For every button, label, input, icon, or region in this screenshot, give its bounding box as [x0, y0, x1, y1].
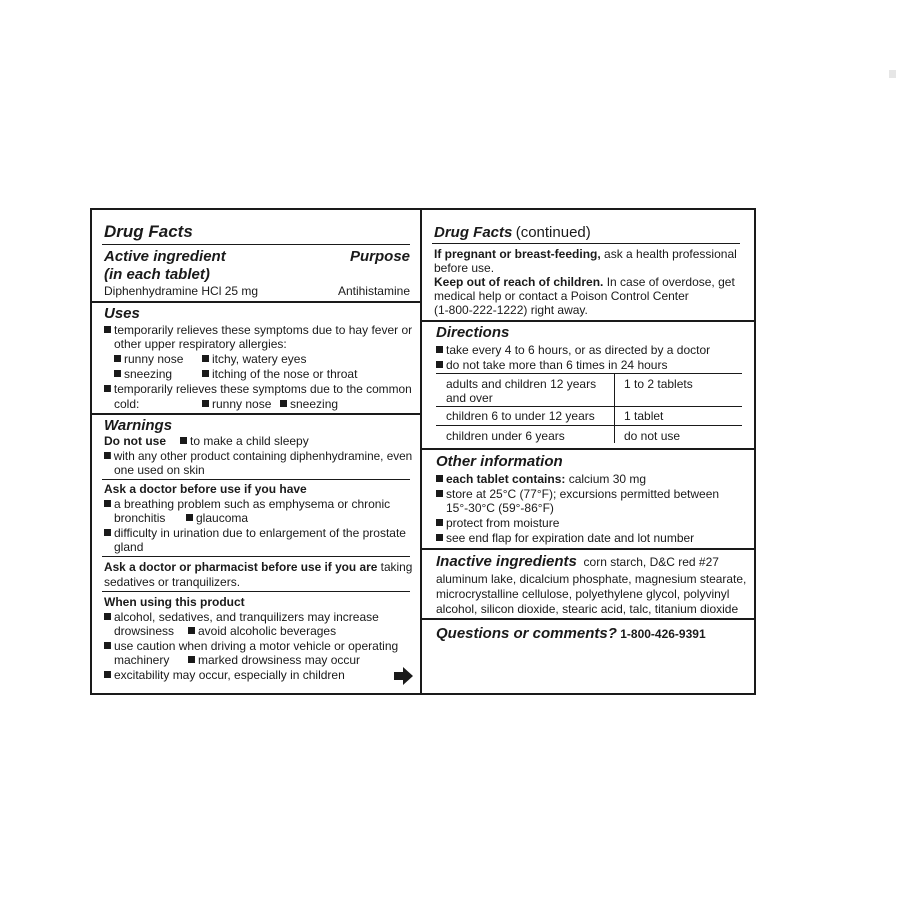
bullet-icon — [436, 361, 443, 368]
other-info-item: each tablet contains: calcium 30 mg — [436, 472, 646, 486]
warning-item: difficulty in urination due to enlargement of the prostate — [104, 526, 406, 540]
dosage-who: children 6 to under 12 years — [446, 409, 595, 423]
direction-item: do not take more than 6 times in 24 hours — [436, 358, 667, 372]
inactive-ingredients-line: aluminum lake, dicalcium phosphate, magnesium stearate, — [436, 572, 747, 586]
inactive-ingredients-line: microcrystalline cellulose, polyethylene glycol, polyvinyl — [436, 587, 730, 601]
warning-item: glaucoma — [186, 511, 248, 525]
warning-rule — [102, 556, 410, 557]
keep-out-warning: Keep out of reach of children. In case of overdose, get — [434, 275, 735, 289]
questions-line: Questions or comments? 1-800-426-9391 — [436, 625, 706, 642]
dosage-who: children under 6 years — [446, 429, 565, 443]
warning-item: marked drowsiness may occur — [188, 653, 360, 667]
bullet-icon — [104, 326, 111, 333]
warning-item: to make a child sleepy — [180, 434, 309, 448]
bullet-icon — [436, 490, 443, 497]
pregnancy-warning: before use. — [434, 261, 495, 275]
uses-line: other upper respiratory allergies: — [114, 337, 287, 351]
bullet-icon — [188, 656, 195, 663]
bullet-icon — [104, 500, 111, 507]
bullet-icon — [436, 534, 443, 541]
table-rule — [436, 373, 742, 374]
active-ingredient-subheading: (in each tablet) — [104, 266, 210, 283]
other-info-item: store at 25°C (77°F); excursions permitted between — [436, 487, 719, 501]
warnings-heading: Warnings — [104, 417, 173, 434]
warning-item: with any other product containing diphenhydramine, even — [104, 449, 412, 463]
bullet-icon — [104, 529, 111, 536]
uses-line: cold: — [114, 397, 140, 411]
keep-out-warning: (1-800-222-1222) right away. — [434, 303, 588, 317]
ask-doctor-heading: Ask a doctor before use if you have — [104, 482, 307, 496]
column-divider — [420, 210, 422, 693]
warning-item: a breathing problem such as emphysema or chronic — [104, 497, 390, 511]
warning-item: excitability may occur, especially in children — [104, 668, 345, 682]
pregnancy-warning: If pregnant or breast-feeding, ask a health professional — [434, 247, 737, 261]
section-divider — [422, 548, 754, 550]
bullet-icon — [104, 385, 111, 392]
bullet-icon — [104, 671, 111, 678]
uses-symptom: itchy, watery eyes — [202, 352, 306, 366]
uses-symptom: runny nose — [202, 397, 271, 411]
uses-line: temporarily relieves these symptoms due to the common — [104, 382, 412, 396]
warning-item: use caution when driving a motor vehicle or operating — [104, 639, 398, 653]
continue-arrow-icon — [394, 667, 414, 685]
drug-facts-title: Drug Facts — [104, 222, 193, 241]
bullet-icon — [188, 627, 195, 634]
uses-symptom: runny nose — [114, 352, 183, 366]
warning-item: alcohol, sedatives, and tranquilizers may increase — [104, 610, 379, 624]
warning-item: one used on skin — [114, 463, 205, 477]
warning-item: gland — [114, 540, 144, 554]
other-info-item: 15°-30°C (59°-86°F) — [446, 501, 554, 515]
purpose-value: Antihistamine — [337, 284, 410, 298]
bullet-icon — [104, 642, 111, 649]
dosage-amount: 1 to 2 tablets — [624, 377, 693, 391]
uses-symptom: itching of the nose or throat — [202, 367, 357, 381]
title-rule — [432, 243, 740, 244]
do-not-use-label: Do not use — [104, 434, 166, 448]
warning-rule — [102, 479, 410, 480]
bullet-icon — [436, 346, 443, 353]
table-rule — [436, 406, 742, 407]
section-divider — [422, 618, 754, 620]
section-divider — [92, 301, 420, 303]
uses-line: temporarily relieves these symptoms due to hay fever or — [104, 323, 412, 337]
section-divider — [92, 413, 420, 415]
drug-facts-panel — [90, 208, 756, 695]
purpose-heading: Purpose — [349, 248, 410, 265]
direction-item: take every 4 to 6 hours, or as directed by a doctor — [436, 343, 710, 357]
bullet-icon — [202, 355, 209, 362]
warning-item: machinery — [114, 653, 170, 667]
dosage-amount: 1 tablet — [624, 409, 664, 423]
title-rule — [102, 244, 410, 245]
inactive-ingredients-line: Inactive ingredients corn starch, D&C red #27 — [436, 553, 719, 570]
bullet-icon — [114, 370, 121, 377]
bullet-icon — [104, 452, 111, 459]
bullet-icon — [280, 400, 287, 407]
warning-rule — [102, 591, 410, 592]
bullet-icon — [202, 370, 209, 377]
active-ingredient-value: Diphenhydramine HCl 25 mg — [104, 284, 259, 298]
ask-pharmacist-text: Ask a doctor or pharmacist before use if you are taking — [104, 560, 413, 574]
bullet-icon — [436, 519, 443, 526]
warning-item: bronchitis — [114, 511, 166, 525]
drug-facts-continued-title: Drug Facts (continued) — [434, 224, 591, 241]
section-divider — [422, 448, 754, 450]
dosage-who: adults and children 12 years — [446, 377, 597, 391]
uses-symptom: sneezing — [114, 367, 172, 381]
bullet-icon — [436, 475, 443, 482]
bullet-icon — [114, 355, 121, 362]
other-info-item: see end flap for expiration date and lot number — [436, 531, 694, 545]
when-using-heading: When using this product — [104, 595, 245, 609]
bullet-icon — [180, 437, 187, 444]
corner-mark — [889, 70, 896, 78]
bullet-icon — [202, 400, 209, 407]
other-info-item: protect from moisture — [436, 516, 559, 530]
inactive-ingredients-line: alcohol, silicon dioxide, stearic acid, talc, titanium dioxide — [436, 602, 739, 616]
uses-heading: Uses — [104, 305, 140, 322]
active-ingredient-heading: Active ingredient — [104, 248, 226, 265]
table-rule — [436, 425, 742, 426]
table-column-rule — [614, 373, 615, 443]
directions-heading: Directions — [436, 324, 510, 341]
keep-out-warning: medical help or contact a Poison Control Center — [434, 289, 689, 303]
bullet-icon — [186, 514, 193, 521]
uses-symptom: sneezing — [280, 397, 338, 411]
ask-pharmacist-text: sedatives or tranquilizers. — [104, 575, 241, 589]
dosage-amount: do not use — [624, 429, 681, 443]
other-info-heading: Other information — [436, 453, 563, 470]
warning-item: drowsiness — [114, 624, 175, 638]
bullet-icon — [104, 613, 111, 620]
warning-item: avoid alcoholic beverages — [188, 624, 336, 638]
dosage-who: and over — [446, 391, 493, 405]
section-divider — [422, 320, 754, 322]
